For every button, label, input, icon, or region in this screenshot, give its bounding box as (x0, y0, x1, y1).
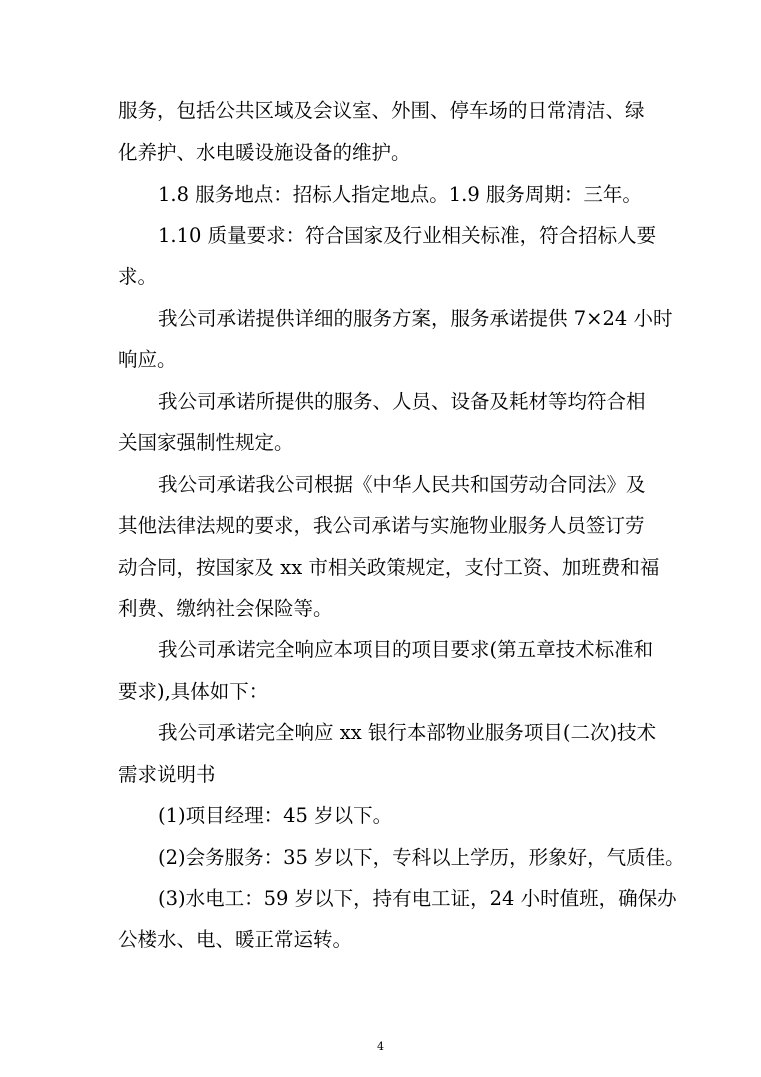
text-line: 化养护、水电暖设施设备的维护。 (118, 141, 411, 164)
text-line: 响应。 (118, 348, 177, 371)
text-line: 我公司承诺提供详细的服务方案，服务承诺提供 7×24 小时 (158, 307, 673, 330)
text-line: 1.10 质量要求：符合国家及行业相关标准，符合招标人要 (158, 224, 657, 247)
text-line: 其他法律法规的要求，我公司承诺与实施物业服务人员签订劳 (118, 514, 645, 537)
text-line: 我公司承诺完全响应 xx 银行本部物业服务项目(二次)技术 (158, 721, 657, 744)
text-line: 我公司承诺所提供的服务、人员、设备及耗材等均符合相 (158, 390, 646, 413)
text-line: (2)会务服务：35 岁以下，专科以上学历，形象好，气质佳。 (158, 846, 685, 869)
text-line: (1)项目经理：45 岁以下。 (158, 804, 393, 827)
text-line: 动合同，按国家及 xx 市相关政策规定，支付工资、加班费和福 (118, 556, 660, 579)
text-line: 要求),具体如下： (118, 680, 269, 703)
text-line: 服务，包括公共区域及会议室、外围、停车场的日常清洁、绿 (118, 99, 645, 122)
text-line: 公楼水、电、暖正常运转。 (118, 928, 353, 951)
page-number: 4 (377, 1040, 384, 1053)
text-line: 1.8 服务地点：招标人指定地点。1.9 服务周期：三年。 (158, 183, 642, 206)
text-line: 利费、缴纳社会保险等。 (118, 597, 333, 620)
text-line: (3)水电工：59 岁以下，持有电工证，24 小时值班，确保办 (158, 887, 677, 910)
text-line: 我公司承诺完全响应本项目的项目要求(第五章技术标准和 (158, 638, 654, 661)
text-line: 求。 (118, 265, 158, 288)
text-line: 关国家强制性规定。 (118, 431, 294, 454)
text-line: 需求说明书 (118, 763, 216, 786)
text-line: 我公司承诺我公司根据《中华人民共和国劳动合同法》及 (158, 473, 646, 496)
